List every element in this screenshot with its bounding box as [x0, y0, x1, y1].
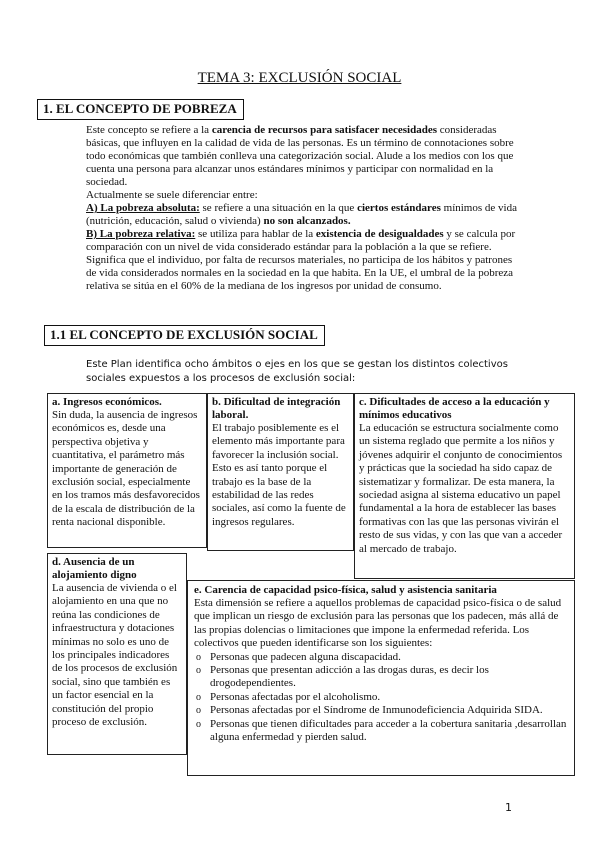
bullet-icon: o: [196, 691, 201, 703]
diff-line: Actualmente se suele diferenciar entre:: [86, 189, 258, 201]
absoluta-bold-1: ciertos estándares: [357, 202, 441, 214]
box-ingresos: [47, 393, 207, 548]
box-salud-heading: e. Carencia de capacidad psico-física, salud y asistencia sanitaria: [194, 584, 497, 596]
bullet-icon: o: [196, 665, 201, 677]
pobreza-absoluta: [86, 202, 521, 228]
list-item: [196, 690, 568, 704]
intro-text-1: Este concepto se refiere a la: [86, 124, 212, 136]
absoluta-text-1: se refiere a una situación en la que: [199, 202, 358, 214]
relativa-label: B) La pobreza relativa:: [86, 228, 196, 240]
list-item-text: Personas que presentan adicción a las drogas duras, es decir los drogodependientes.: [210, 664, 489, 690]
list-item: [196, 717, 568, 745]
box-salud-text: Esta dimensión se refiere a aquellos problemas de capacidad psico-física o de salud que implican un riesgo de exclusión para las personas que los padecen, más allá de las propias dolencias o limitaciones que impone la enfermedad referida. Los colectivos que pueden identificarse son los siguientes:: [194, 597, 562, 650]
list-item: [196, 650, 568, 664]
box-ingresos-text: Sin duda, la ausencia de ingresos económicos es, desde una perspectiva objetiva y cuantitativa, el parámetro más importante de generación de exclusión social, especialmente en los tramos más desfavorecidos de la escala de distribución de la renta nacional disponible.: [52, 409, 200, 529]
exclusion-intro: Este Plan identifica ocho ámbitos o ejes en los que se gestan los distintos colectivos sociales expuestos a los procesos de exclusión social:: [86, 359, 508, 384]
relativa-bold-1: existencia de desigualdades: [315, 228, 444, 240]
salud-list: [194, 651, 568, 745]
bullet-icon: o: [196, 718, 201, 730]
box-salud: [187, 580, 575, 776]
section-heading-exclusion: 1.1 EL CONCEPTO DE EXCLUSIÓN SOCIAL: [44, 325, 325, 346]
absoluta-bold-2: no son alcanzados.: [263, 215, 351, 227]
relativa-text-1: se utiliza para hablar de la: [195, 228, 316, 240]
box-educacion: [354, 393, 575, 579]
list-item: [196, 664, 568, 691]
list-item-text: Personas que tienen dificultades para acceder a la cobertura sanitaria ,desarrollan alguna enfermedad y pierden salud.: [210, 717, 567, 744]
list-item-text: Personas que padecen alguna discapacidad.: [210, 650, 401, 663]
absoluta-label: A) La pobreza absoluta:: [86, 202, 200, 214]
pobreza-paragraph: [86, 124, 521, 293]
bullet-icon: o: [196, 651, 201, 663]
bullet-icon: o: [196, 705, 201, 717]
absoluta-text-2: mínimos de vida (nutrición, educación, salud o vivienda): [86, 202, 517, 227]
box-alojamiento: [47, 553, 187, 755]
relativa-text-2: y se calcula por comparación con un nivel de vida considerado estándar para la población a la que se refiere. Significa que el individuo, por falta de recursos materiales, no participa de los hábitos y patrones de vida considerados normales en la sociedad en la que habita. En la UE, el umbral de la pobreza relativa se sitúa en el 60% de la mediana de los ingresos por unidad de consumo.: [86, 228, 516, 292]
box-alojamiento-text: La ausencia de vivienda o el alojamiento en una que no reúna las condiciones de infraestructura y dotaciones mínimas no solo es uno de los principales indicadores de los procesos de exclusión social, sino que también es un factor esencial en la constitución del propio proceso de exclusión.: [52, 582, 178, 729]
intro-text-2: consideradas básicas, que influyen en la calidad de vida de las personas. Es un término de connotaciones sobre todo económicas que también conlleva una categorización social. Alude a los medios con los que cuenta una persona para alcanzar unos estándares mínimos y participar con normalidad en la sociedad.: [86, 124, 514, 188]
section-heading-pobreza: 1. EL CONCEPTO DE POBREZA: [37, 99, 244, 120]
pobreza-relativa: [86, 228, 521, 293]
intro-bold-1: carencia de recursos para satisfacer necesidades: [211, 124, 437, 136]
box-educacion-heading: c. Dificultades de acceso a la educación y mínimos educativos: [359, 396, 550, 421]
box-ingresos-heading: a. Ingresos económicos.: [52, 396, 162, 408]
pobreza-intro: [86, 124, 521, 189]
list-item: [196, 704, 568, 717]
list-item-text: Personas afectadas por el alcoholismo.: [210, 690, 381, 703]
page-title: TEMA 3: EXCLUSIÓN SOCIAL: [197, 70, 402, 86]
box-integracion-heading: b. Dificultad de integración laboral.: [212, 396, 341, 421]
list-item-text: Personas afectadas por el Síndrome de Inmunodeficiencia Adquirida SIDA.: [210, 704, 543, 717]
box-integracion-laboral: [207, 393, 354, 551]
box-integracion-text: El trabajo posiblemente es el elemento más importante para favorecer la inclusión social. Esto es así tanto porque el trabajo es la base de la estabilidad de las redes sociales, así como la fuente de ingresos regulares.: [212, 422, 346, 528]
page-number: 1: [505, 801, 512, 814]
box-educacion-text: La educación se estructura socialmente como un sistema reglado que permite a los niños y jóvenes adquirir el conjunto de conocimientos y prácticas que la sociedad ha sido capaz de sistematizar y formalizar. De esta manera, la sociedad asigna al sistema educativo un papel fundamental a la hora de establecer las bases formativas con las que las personas vivirán el resto de sus vidas, y con las que van a acceder al mercado de trabajo.: [359, 422, 563, 555]
box-alojamiento-heading: d. Ausencia de un alojamiento digno: [52, 556, 137, 581]
